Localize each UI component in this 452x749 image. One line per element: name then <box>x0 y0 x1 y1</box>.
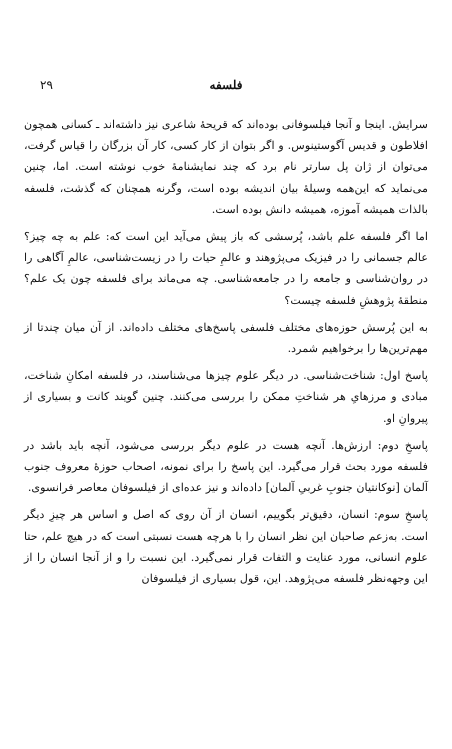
running-title: فلسفه <box>209 78 243 92</box>
paragraph: سرایش. اینجا و آنجا فیلسوفانی بوده‌اند که قریحهٔ شاعری نیز داشته‌اند ـ کسانی همچون افلاطون و قدیس آگوستینوس. و اگر بتوان از کار کسی، کار آن بزرگان را قیاس گرفت، می‌توان از ژان پل سارتر نام برد که چند نمایشنامهٔ خوب نوشته است. اما، چنین می‌نماید که این‌همه وسیلهٔ بیان اندیشه بوده است، وگرنه همچنان که گذشت، فلسفه بالذات همیشه آموزه، همیشه دانش بوده است. <box>24 118 428 216</box>
paragraph: اما اگر فلسفه علم باشد، پُرسشی که باز پیش می‌آید این است که: علم به چه چیز؟ عالم جسمانی را در فیزیک می‌پژوهند و عالمِ حیات را در زیست‌شناسی، عالمِ آگاهی را در روان‌شناسی و جامعه را در جامعه‌شناسی. چه می‌ماند برای فلسفه چون یک علم؟ منطقهٔ پژوهشِ فلسفه چیست؟ <box>24 230 428 307</box>
body-text <box>24 114 428 589</box>
page-header <box>24 76 428 94</box>
paragraph: به این پُرسش حوزه‌های مختلف فلسفی پاسخ‌های مختلف داده‌اند. از آن میان چندتا از مهم‌ترین‌ها را برخواهیم شمرد. <box>24 320 428 356</box>
page-number: ۲۹ <box>40 78 53 92</box>
paragraph: پاسخ اول: شناخت‌شناسی. در دیگر علوم چیزها می‌شناسند، در فلسفه امکانِ شناخت، مبادی و مرزهایِ هر شناختِ ممکن را بررسی می‌کنند. چنین گویند کانت و بسیاری از پیروانِ او. <box>24 369 428 425</box>
paragraph: پاسخِ دوم: ارزش‌ها. آنچه هست در علوم دیگر بررسی می‌شود، آنچه باید باشد در فلسفه مورد بحث قرار می‌گیرد. این پاسخ را برای نمونه، اصحاب حوزهٔ معروف جنوب آلمان [نوکانتیان جنوبِ غربیِ آلمان] داده‌اند و نیز عده‌ای از فیلسوفان معاصر فرانسوی. <box>24 438 428 495</box>
paragraph: پاسخِ سوم: انسان، دقیق‌تر بگوییم، انسان از آن روی که اصل و اساس هر چیزِ دیگر است. به‌زعم صاحبان این نظر انسان را با هرچه هست نسبتی است که در هیچ علم، حتا علوم انسانی، مورد عنایت و التفات قرار نمی‌گیرد. این نسبت را و از آنجا انسان را از این وجهه‌نظر فلسفه می‌پژوهد. این، قول بسیاری از فیلسوفان <box>24 508 428 586</box>
